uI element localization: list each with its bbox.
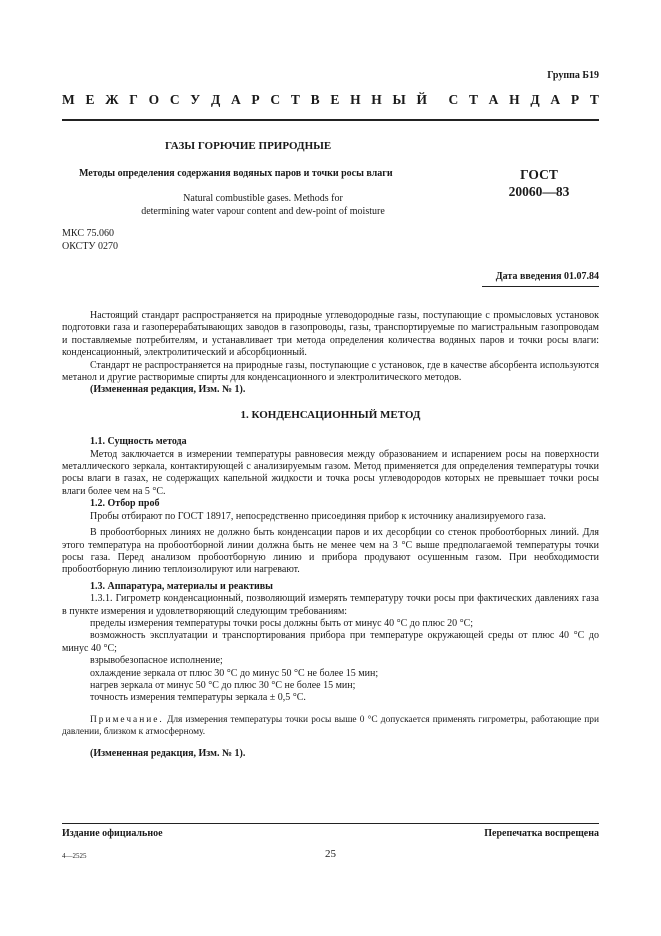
intro-paragraph-2: Стандарт не распространяется на природные газы, поступающие с установок, где в качестве абсорбента используются метанол и другие растворимые спирты для конденсационного и электролитического методов.	[62, 359, 599, 384]
banner-letter: Д	[210, 92, 221, 107]
banner-letter: А	[230, 92, 241, 107]
requirement-item: пределы измерения температуры точки росы должны быть от минус 40 °С до плюс 20 °С;	[90, 617, 474, 629]
banner-letter: Г	[129, 92, 138, 107]
date-value: 01.07.84	[564, 271, 599, 282]
banner-letter: Д	[530, 92, 540, 107]
requirement-item: взрывобезопасное исполнение;	[90, 655, 223, 667]
note	[62, 714, 599, 739]
requirement-item: возможность эксплуатации и транспортирования прибора при температуре окружающей среды от плюс 40 °С до минус 40 °С;	[62, 630, 599, 654]
subsection-text-1-2b: В пробоотборных линиях не должно быть конденсации паров и их десорбции со стенок пробоотборных линий. Для этого температура на пробоотборной линии должна быть не менее чем на 3 °С выше предполагаемой температуры точки росы газа. Перед анализом пробоотборную линию и прибора продувают осушенным газом. При необходимости пробоотборную линию теплоизолируют или нагревают.	[62, 527, 599, 576]
document-title: ГАЗЫ ГОРЮЧИЕ ПРИРОДНЫЕ	[165, 140, 332, 152]
banner-letter: Н	[371, 92, 382, 107]
top-rule	[62, 119, 599, 121]
subsection-heading-1-1: 1.1. Сущность метода	[90, 436, 187, 448]
document-subtitle: Методы определения содержания водяных паров и точки росы влаги	[79, 168, 393, 179]
banner-letter: В	[310, 92, 320, 107]
banner-letter: С	[169, 92, 180, 107]
mks-code: МКС 75.060	[62, 228, 114, 239]
requirement-item: точность измерения температуры зеркала ± 0,5 °С.	[90, 692, 306, 704]
subsection-text-1-1: Метод заключается в измерении температуры равновесия между образованием и испарением росы на поверхности металлического зеркала, контактирующей с анализируемым газом. Метод применяется для определения температуры точки росы влаги в газах, не содержащих капельной жидкости и точка росы углеводородов которых не превышает точки росы влаги более чем на 5 °С.	[62, 448, 599, 497]
gost-label: ГОСТ	[520, 167, 558, 182]
subsection-heading-1-2: 1.2. Отбор проб	[90, 498, 160, 510]
english-title-line1: Natural combustible gases. Methods for	[183, 193, 343, 204]
banner-letter: Т	[589, 92, 599, 107]
print-order-number: 4—2525	[62, 852, 87, 860]
banner-letter: О	[148, 92, 160, 107]
banner-letter: Т	[468, 92, 478, 107]
requirement-item: охлаждение зеркала от плюс 30 °С до минус 50 °С не более 15 мин;	[90, 667, 379, 679]
english-title	[62, 192, 464, 218]
banner-letter: М	[62, 92, 75, 107]
banner-letter: Ы	[392, 92, 406, 107]
date-label: Дата введения	[495, 271, 562, 282]
banner-letter: Н	[509, 92, 520, 107]
section-heading: 1. КОНДЕНСАЦИОННЫЙ МЕТОД	[240, 408, 421, 421]
reprint-notice: Перепечатка воспрещена	[484, 828, 599, 839]
banner-letter: Р	[251, 92, 260, 107]
banner-letter: Н	[350, 92, 361, 107]
date-rule	[482, 286, 599, 287]
introduction-date	[496, 271, 599, 282]
english-title-line2: determining water vapour content and dew-point of moisture	[141, 206, 385, 217]
banner-letter: С	[270, 92, 281, 107]
edition-label: Издание официальное	[62, 828, 163, 839]
banner-letter: С	[448, 92, 459, 107]
okstu-code: ОКСТУ 0270	[62, 241, 119, 252]
subsection-heading-1-3: 1.3. Аппаратура, материалы и реактивы	[90, 580, 273, 592]
banner-letter: Ж	[105, 92, 119, 107]
intro-paragraph-1: Настоящий стандарт распространяется на природные углеводородные газы, поступающие с промысловых установок подготовки газа и газоперерабатывающих заводов в газопроводы, газы, транспортируемые по магистральным газопроводам и поставляемые потребителям, и устанавливает три метода определения количества водяных паров и точки росы влаги: конденсационный, электролитический и абсорбционный.	[62, 310, 599, 359]
page-number: 25	[325, 848, 336, 860]
note-label: Примечание.	[90, 714, 164, 725]
banner-letter: Й	[416, 92, 428, 107]
amendment-note: (Измененная редакция, Изм. № 1).	[90, 384, 246, 396]
amendment-note-2: (Измененная редакция, Изм. № 1).	[90, 747, 246, 759]
gost-designation	[496, 166, 582, 200]
banner-letter: Е	[330, 92, 340, 107]
group-code: Группа Б19	[547, 70, 599, 81]
document-body	[62, 310, 599, 760]
gost-number: 20060—83	[508, 184, 570, 199]
note-text: Для измерения температуры точки росы выше 0 °С допускается применять гигрометры, работающие при давлении, близком к атмосферному.	[62, 714, 599, 738]
banner-letter: А	[550, 92, 561, 107]
subsection-text-1-3-1: 1.3.1. Гигрометр конденсационный, позволяющий измерять температуру точки росы при фактических давлениях газа в пункте измерения и удовлетворяющий следующим требованиям:	[62, 593, 599, 617]
banner-letter: А	[488, 92, 499, 107]
banner-letter: У	[190, 92, 201, 107]
classification-codes	[62, 227, 118, 253]
requirement-item: нагрев зеркала от минус 50 °С до плюс 30 °С не более 15 мин;	[90, 679, 356, 691]
footer-rule	[62, 823, 599, 824]
subsection-text-1-2a: Пробы отбирают по ГОСТ 18917, непосредственно присоединяя прибор к источнику анализируемого газа.	[90, 510, 546, 522]
banner-letter: Р	[570, 92, 580, 107]
banner-letter: Т	[290, 92, 300, 107]
interstate-standard-banner	[62, 92, 599, 108]
banner-letter: Е	[85, 92, 95, 107]
